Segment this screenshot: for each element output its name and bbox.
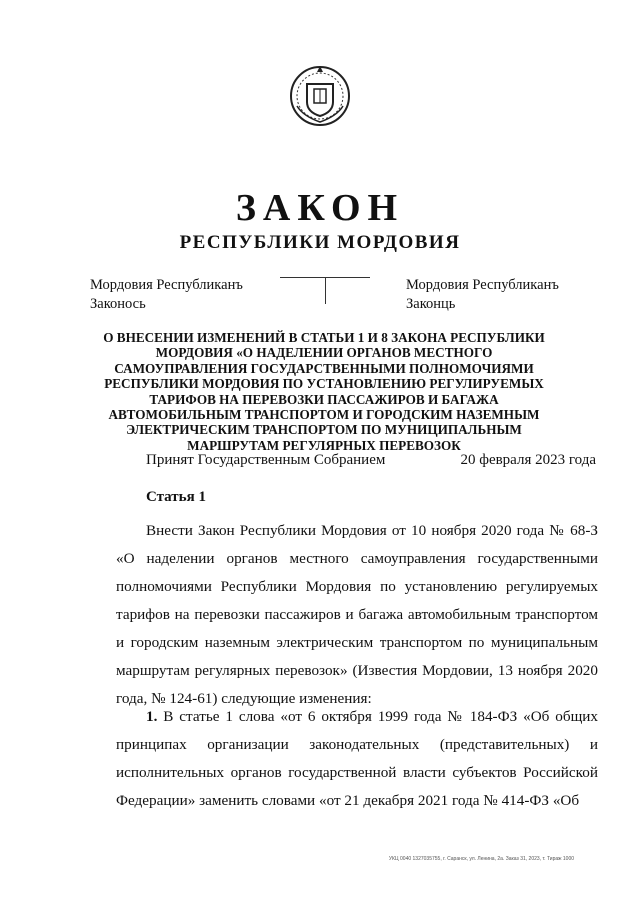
adoption-label: Принят Государственным Собранием: [146, 452, 386, 468]
coat-of-arms-emblem: [287, 62, 353, 128]
left-language-block: [90, 276, 243, 314]
article-item-paragraph: [116, 703, 598, 815]
article-title: Статья 1: [146, 489, 206, 505]
print-footer: УКЦ 0040 1327035755, г. Саранск, ул. Ленина, 2а. Заказ 31, 2023, т. Тираж 1000: [388, 856, 574, 862]
law-heading: О ВНЕСЕНИИ ИЗМЕНЕНИЙ В СТАТЬИ 1 И 8 ЗАКОНА РЕСПУБЛИКИ МОРДОВИЯ «О НАДЕЛЕНИИ ОРГАНОВ МЕСТНОГО САМОУПРАВЛЕНИЯ ГОСУДАРСТВЕННЫМИ ПОЛНОМОЧИЯМИ РЕСПУБЛИКИ МОРДОВИЯ ПО УСТАНОВЛЕНИЮ РЕГУЛИРУЕМЫХ ТАРИФОВ НА ПЕРЕВОЗКИ ПАССАЖИРОВ И БАГАЖА АВТОМОБИЛЬНЫМ ТРАНСПОРТОМ И ГОРОДСКИМ НАЗЕМНЫМ ЭЛЕКТРИЧЕСКИМ ТРАНСПОРТОМ ПО МУНИЦИПАЛЬНЫМ МАРШРУТАМ РЕГУЛЯРНЫХ ПЕРЕВОЗОК: [103, 330, 545, 453]
article-intro-paragraph: Внести Закон Республики Мордовия от 10 ноября 2020 года № 68-З «О наделении органов местного самоуправления государственными полномочиями Республики Мордовия по установлению регулируемых тарифов на перевозки пассажиров и багажа автомобильным транспортом и городским наземным электрическим транспортом по муниципальным маршрутам регулярных перевозок» (Известия Мордовии, 13 ноября 2020 года, № 124-61) следующие изменения:: [116, 522, 598, 707]
document-subtitle: РЕСПУБЛИКИ МОРДОВИЯ: [179, 232, 461, 253]
item-number: 1.: [146, 708, 158, 725]
right-lang-line-1: Мордовия Республиканъ: [406, 277, 559, 293]
header-divider-vertical: [325, 278, 326, 304]
right-language-block: [406, 276, 559, 314]
left-lang-line-1: Мордовия Республиканъ: [90, 277, 243, 293]
document-title: ЗАКОН: [235, 187, 405, 229]
adoption-line: [146, 452, 596, 469]
adoption-date: 20 февраля 2023 года: [460, 452, 596, 468]
right-lang-line-2: Законць: [406, 296, 456, 312]
item-text: В статье 1 слова «от 6 октября 1999 года № 184-ФЗ «Об общих принципах организации законодательных (представительных) и исполнительных органов государственной власти субъектов Российской Федерации» заменить словами «от 21 декабря 2021 года № 414-ФЗ «Об: [116, 708, 598, 809]
left-lang-line-2: Законось: [90, 296, 146, 312]
